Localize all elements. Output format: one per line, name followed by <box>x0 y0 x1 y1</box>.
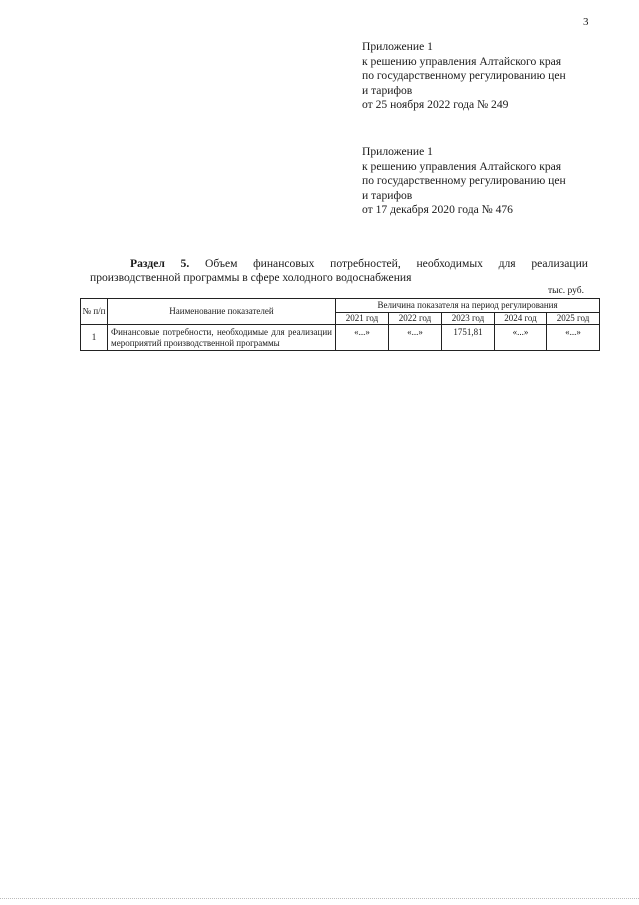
financial-needs-table <box>80 298 600 351</box>
unit-label: тыс. руб. <box>548 286 584 296</box>
appendix-line: по государственному регулированию цен <box>362 69 566 82</box>
row-indicator-name: Финансовые потребности, необходимые для реализации мероприятий производственной программы <box>108 325 336 351</box>
row-value: «...» <box>336 325 389 351</box>
row-number: 1 <box>81 325 108 351</box>
table-header-row <box>81 299 600 313</box>
appendix-date-line: от 17 декабря 2020 года № 476 <box>362 203 513 216</box>
appendix-current-header <box>362 40 566 113</box>
header-year: 2022 год <box>389 313 442 325</box>
header-period: Величина показателя на период регулирования <box>336 299 600 313</box>
header-indicator-name: Наименование показателей <box>108 299 336 325</box>
appendix-line: и тарифов <box>362 83 413 97</box>
row-value: «...» <box>389 325 442 351</box>
section-title: Объем финансовых потребностей, необходимых для реализации производственной программы в сфере холодного водоснабжения <box>90 257 589 284</box>
table-row <box>81 325 600 351</box>
section-label: Раздел 5. <box>130 257 190 270</box>
appendix-title: Приложение 1 <box>362 145 433 158</box>
page-number: 3 <box>583 16 589 28</box>
appendix-title: Приложение 1 <box>362 40 433 53</box>
header-number: № п/п <box>81 299 108 325</box>
appendix-previous-header <box>362 145 566 218</box>
appendix-line: и тарифов <box>362 188 413 202</box>
header-year: 2021 год <box>336 313 389 325</box>
appendix-date-line: от 25 ноября 2022 года № 249 <box>362 98 509 111</box>
row-value: «...» <box>547 325 600 351</box>
appendix-line: к решению управления Алтайского края <box>362 54 562 68</box>
header-year: 2025 год <box>547 313 600 325</box>
appendix-line: к решению управления Алтайского края <box>362 159 562 173</box>
row-value: «...» <box>495 325 547 351</box>
header-year: 2023 год <box>442 313 495 325</box>
header-year: 2024 год <box>495 313 547 325</box>
row-value: 1751,81 <box>442 325 495 351</box>
appendix-line: по государственному регулированию цен <box>362 174 566 187</box>
section-heading <box>90 257 588 285</box>
page-bottom-divider <box>0 898 639 899</box>
